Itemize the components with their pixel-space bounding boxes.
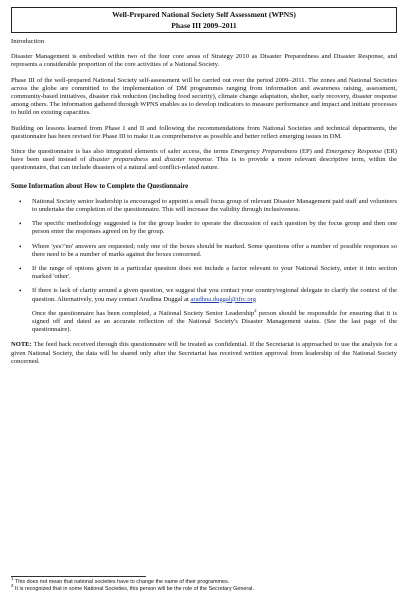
list-item: • If there is lack of clarity around a given question, we suggest that you contact your country/regional delegate to clarify the context of the question. Alternatively, you may contact Aradhna Duggal at aradhna.duggal@ifrc.org (19, 287, 397, 303)
bullet-icon: • (19, 197, 22, 206)
closing-paragraph: Once the questionnaire has been completed, a National Society Senior Leadership$^2$ person should be responsible for ensuring that it is signed off and dated as an accurate reflection of the National Society's Disaster Management status. (See the last page of the questionnaire). (32, 307, 397, 334)
bullet-icon: • (19, 242, 22, 251)
term-disaster-response: disaster response (164, 156, 212, 164)
title-box (11, 7, 397, 33)
list-item: • National Society senior leadership is encouraged to appoint a small focus group of relevant Disaster Management paid staff and volunteers to undertake the completion of the questionnaire. This will increase the validity through inclusiveness. (19, 197, 397, 214)
intro-heading: Introduction (11, 38, 45, 45)
footnote-2: $^2$ It is recognized that in some National Societies, this person will be the role of the Secretary General. (11, 583, 254, 592)
bullet-icon: • (19, 265, 22, 274)
intro-paragraph-4: Since the questionnaire is has also integrated elements of safer access, the terms Emergency Preparedness (EP) and Emergency Response (ER) have been used instead of disaster preparedness and disaster response. This is to provide a more relevant descriptive term, within the questionnaire, that can include disasters of a natural and conflict-related nature. (11, 148, 397, 172)
document-title: Well-Prepared National Society Self Assessment (WPNS) (112, 10, 296, 19)
bullet-icon: • (19, 220, 22, 229)
list-item: • Where 'yes'/'no' answers are requested; only one of the boxes should be marked. Some questions offer a number of possible responses so there need to be a number of marks against the boxes concerned. (19, 242, 397, 258)
term-emergency-response: Emergency Response (325, 148, 382, 156)
document-body (11, 38, 397, 373)
intro-paragraph-1: Disaster Management is embodied within two of the four core areas of Strategy 2010 as Disaster Preparedness and Disaster Response, and represents a considerable proportion of the core activities of a National Society. (11, 53, 397, 69)
instructions-list (11, 198, 397, 304)
list-item: • If the range of options given in a particular question does not include a factor relevant to your National Society, enter it into section marked 'other'. (19, 265, 397, 281)
note-paragraph: NOTE: The feed back received through this questionnaire will be treated as confidential. If the Secretariat is approached to use the analysis for a given National Society, the data will be shared only after the Secretariat has received written approval from leadership of the National Society concerned. (11, 341, 397, 365)
list-item: • The specific methodology suggested is for the group leader to operate the discussion of each question by the focus group and then one person enter the responses agreed on by the group. (19, 220, 397, 236)
footnotes (11, 576, 397, 593)
intro-paragraph-3: Building on lessons learned from Phase I and II and following the recommendations from National Societies and technical departments, the questionnaire has been revised for Phase III to make it as comprehensive as possible and better reflect emerging issues in DM. (11, 124, 397, 140)
contact-email-link[interactable]: aradhna.duggal@ifrc.org (190, 295, 257, 303)
footnote-1: $^1$ This does not mean that national societies have to change the name of their programmes. (11, 576, 230, 585)
footnote-ref-2: 2 (254, 307, 257, 313)
document-subtitle: Phase III 2009–2011 (171, 20, 237, 30)
note-label: NOTE: (11, 341, 32, 349)
footnote-separator (11, 576, 146, 577)
howto-heading: Some Information about How to Complete the Questionnaire (11, 182, 189, 190)
term-disaster-preparedness: disaster preparedness (89, 156, 149, 164)
term-emergency-preparedness: Emergency Preparedness (230, 148, 298, 156)
intro-paragraph-2: Phase III of the well-prepared National Society self-assessment will be carried out over the period 2009–2011. The zones and National Societies across the globe are committed to the implementation of DM programmes ranging from information and awareness raising, assessment, community-based initiatives, disaster risk reduction (including food security), climate change adaptation, shelter, early recovery, disaster response among others. The information gathered through WPNS enables us to develop indicators to measure performance and impact and initiate processes to build on existing capacities. (11, 76, 397, 117)
bullet-icon: • (19, 287, 22, 296)
